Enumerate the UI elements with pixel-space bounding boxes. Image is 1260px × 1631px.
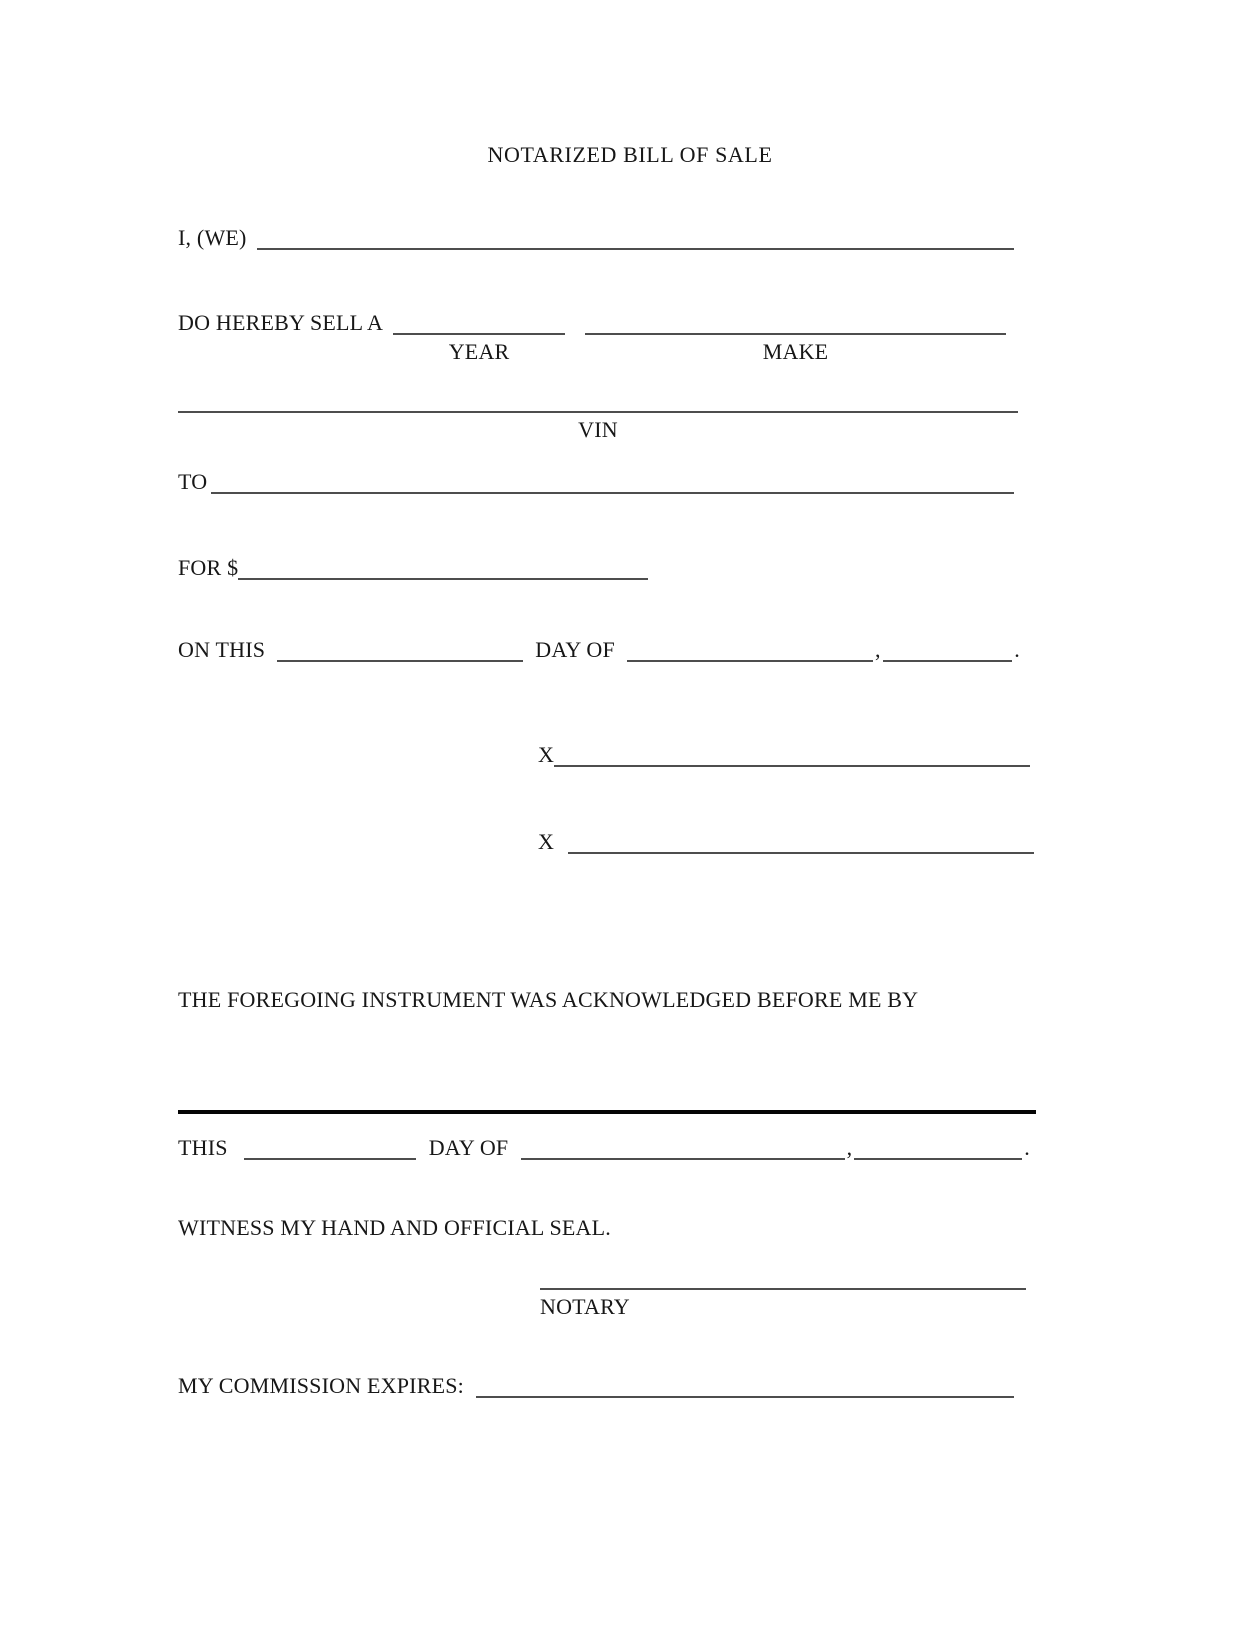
witness-row: [178, 1216, 611, 1240]
on-this-label: ON THIS: [178, 636, 266, 662]
notary-day-blank: [244, 1130, 416, 1160]
vehicle-make-blank: [585, 303, 1006, 335]
sale-date-comma: ,: [875, 636, 881, 662]
year-caption: YEAR: [448, 339, 510, 364]
notary-day-of-label: DAY OF: [428, 1134, 509, 1160]
commission-row: [178, 1368, 1014, 1398]
notary-date-comma: ,: [846, 1134, 853, 1160]
buyer-signature-blank: [568, 824, 1034, 854]
buyer-name-blank: [211, 464, 1014, 494]
acknowledgment-row: [178, 988, 918, 1012]
price-blank: [238, 550, 648, 580]
vehicle-year-blank: [393, 303, 565, 335]
year-column: [393, 303, 565, 365]
sale-date-period: .: [1014, 636, 1020, 662]
vin-row: [178, 386, 1018, 440]
sale-date-row: [178, 632, 1022, 662]
notary-signature-row: [540, 1262, 1026, 1320]
commission-expiry-blank: [476, 1368, 1014, 1398]
seller-name-blank: [257, 220, 1014, 250]
acknowledged-by-line: [178, 1084, 1036, 1114]
price-row: [178, 550, 648, 580]
notary-month-blank: [521, 1130, 844, 1160]
vehicle-row: [178, 303, 1006, 364]
signature-1-x-label: X: [538, 741, 555, 767]
sale-day-of-label: DAY OF: [535, 636, 615, 662]
sell-label: DO HEREBY SELL A: [178, 309, 384, 335]
make-column: [585, 303, 1006, 365]
seller-signature-blank: [554, 737, 1030, 767]
make-caption: MAKE: [762, 339, 829, 364]
notary-date-period: .: [1024, 1134, 1030, 1160]
sale-month-blank: [627, 632, 873, 662]
notary-date-row: [178, 1130, 1032, 1160]
notary-signature-blank: [540, 1262, 1026, 1290]
vin-caption: VIN: [578, 417, 618, 442]
vin-blank: [178, 386, 1018, 413]
price-label: FOR $: [178, 554, 239, 580]
notary-caption: NOTARY: [540, 1294, 630, 1319]
buyer-row: [178, 464, 1014, 494]
to-label: TO: [178, 468, 208, 494]
witness-text: WITNESS MY HAND AND OFFICIAL SEAL.: [178, 1215, 611, 1240]
notary-signature-column: [540, 1262, 1026, 1320]
signature-row-1: [538, 737, 1030, 767]
sale-year-blank: [883, 632, 1013, 662]
signature-row-2: [538, 824, 1034, 854]
document-title: NOTARIZED BILL OF SALE: [487, 142, 773, 167]
commission-label: MY COMMISSION EXPIRES:: [178, 1372, 464, 1398]
seller-label: I, (WE): [178, 224, 247, 250]
acknowledgment-text: THE FOREGOING INSTRUMENT WAS ACKNOWLEDGED BEFORE ME BY: [178, 987, 919, 1012]
this-label: THIS: [178, 1134, 228, 1160]
seller-row: [178, 220, 1014, 250]
signature-2-x-label: X: [538, 828, 555, 854]
vin-column: [178, 386, 1018, 443]
notary-year-blank: [854, 1130, 1022, 1160]
sale-day-blank: [277, 632, 523, 662]
